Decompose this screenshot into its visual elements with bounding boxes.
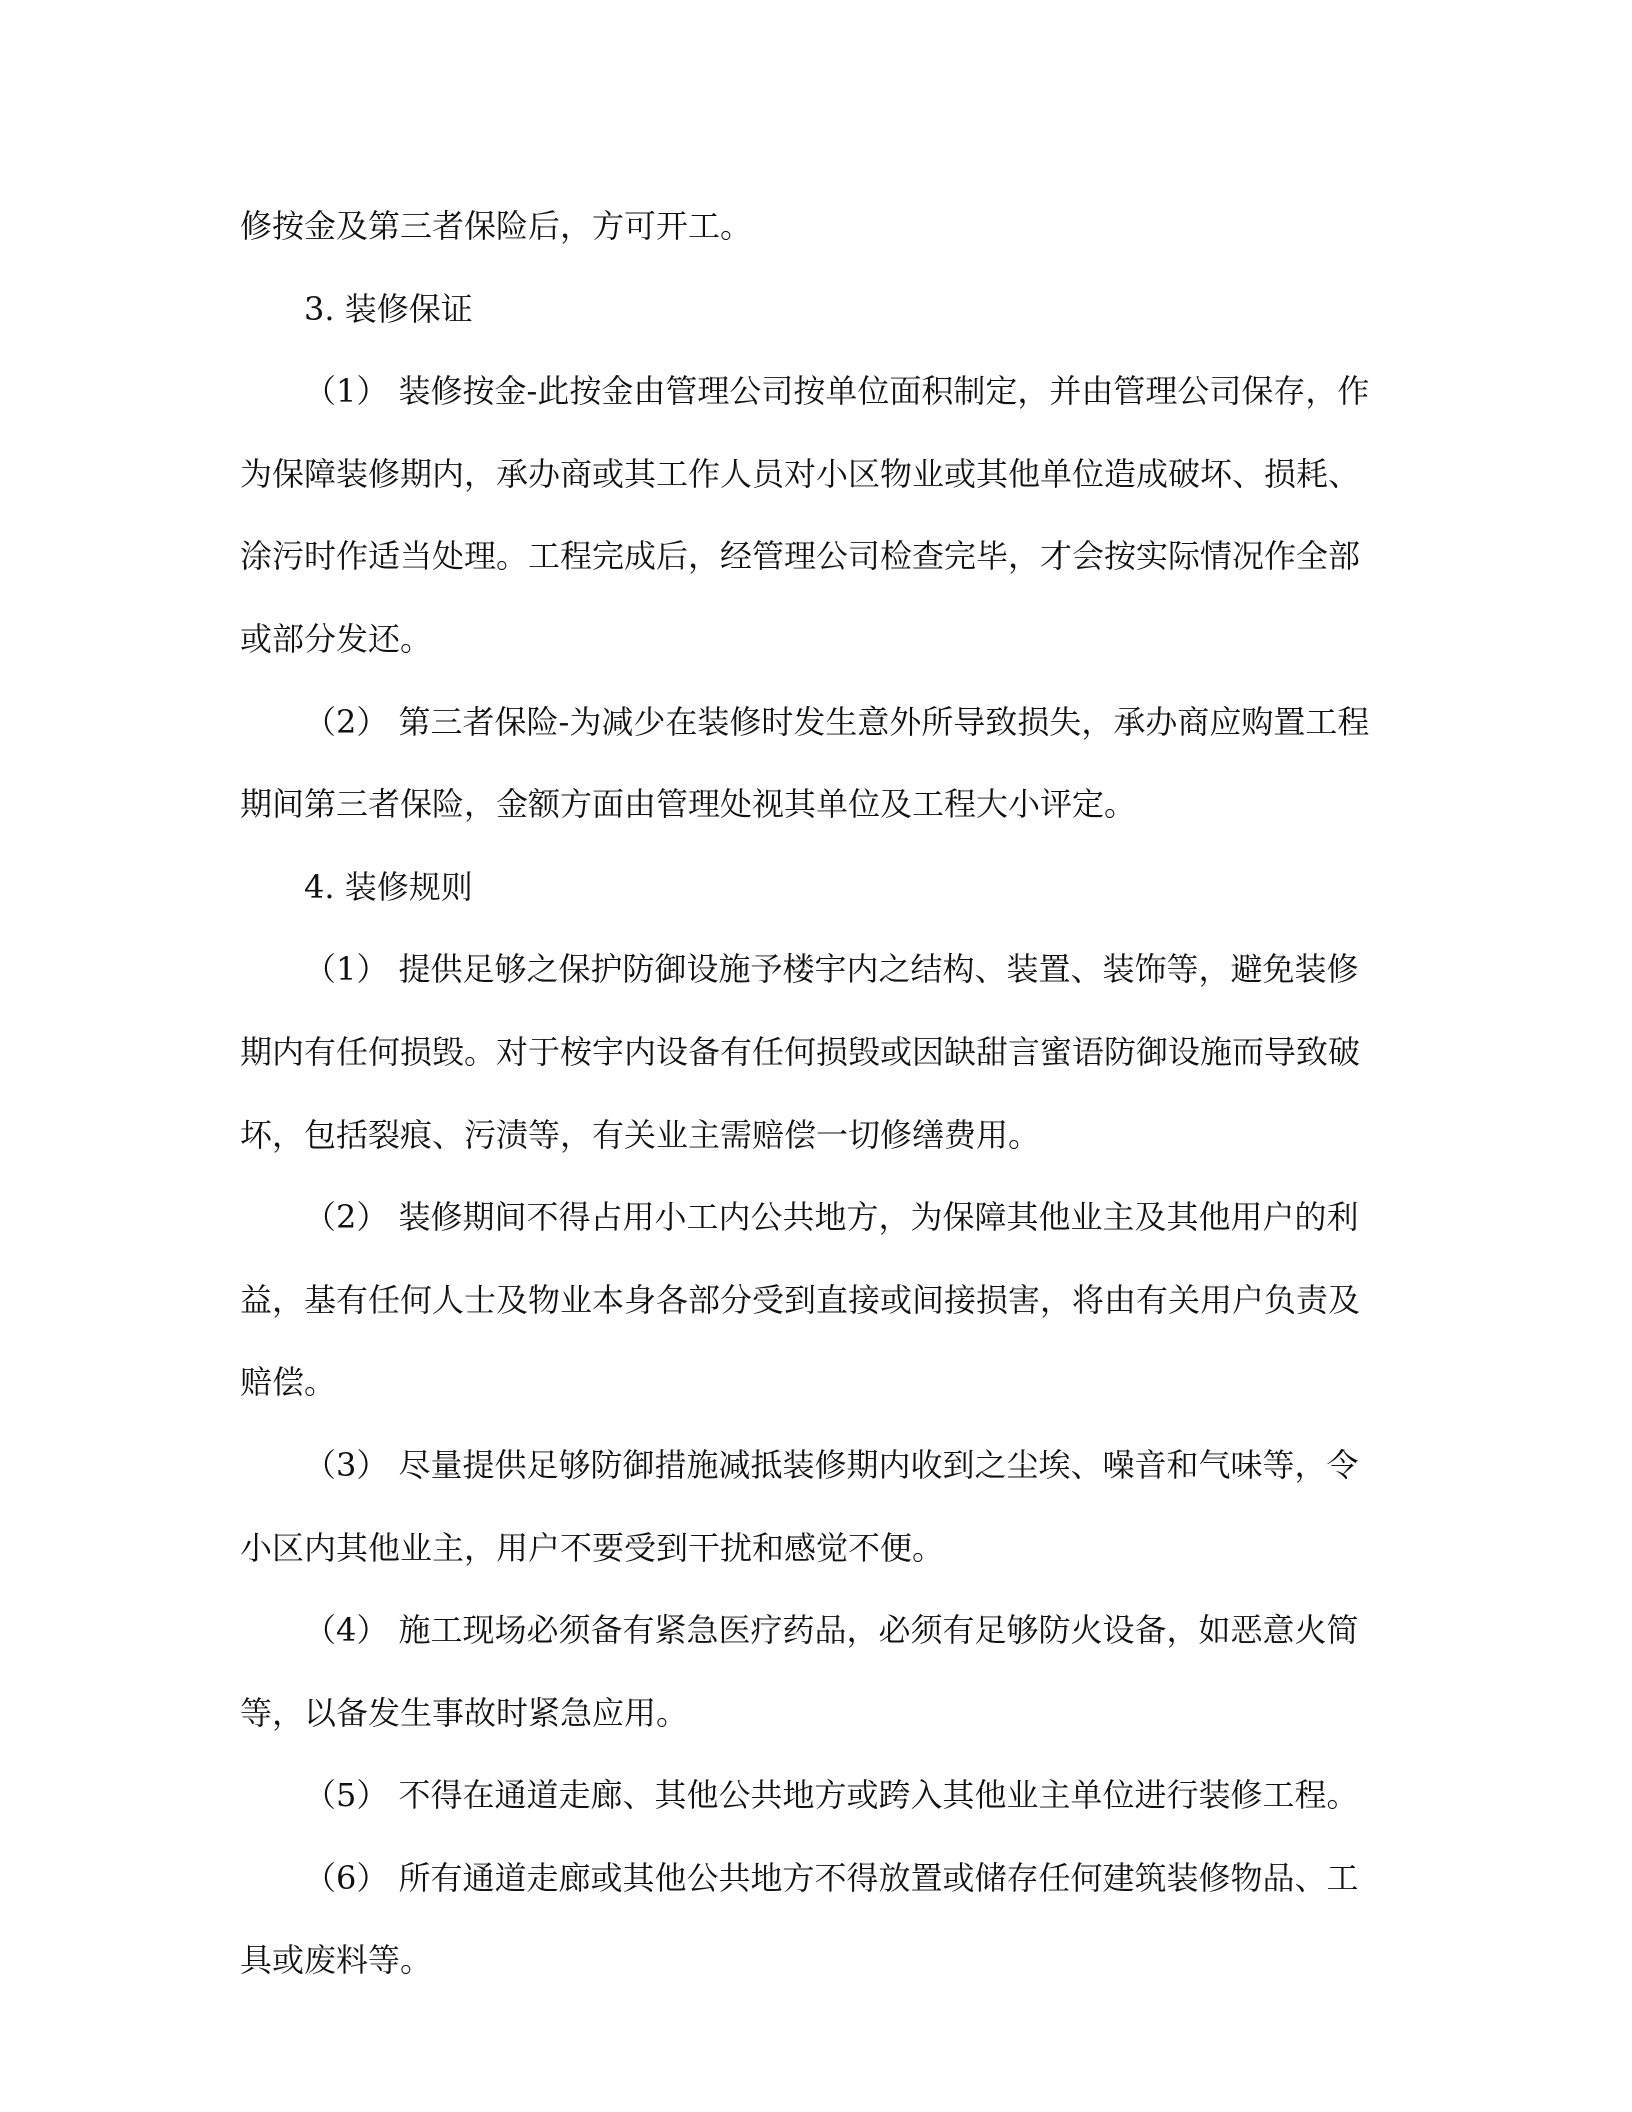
paragraph-4-1: （1） 提供足够之保护防御设施予楼宇内之结构、装置、装饰等，避免装修期内有任何损毁。对于桉宇内设备有任何损毁或因缺甜言蜜语防御设施而导致破坏，包括裂痕、污渍等，有关业主需赔偿一切修缮费用。 — [240, 950, 1361, 1154]
paragraph-4-6: （6） 所有通道走廊或其他公共地方不得放置或储存任何建筑装修物品、工具或废料等。 — [240, 1858, 1359, 1980]
section-heading-3: 3. 装修保证 — [304, 289, 473, 328]
paragraph-continuation: 修按金及第三者保险后，方可开工。 — [240, 207, 753, 245]
paragraph-3-1: （1） 装修按金-此按金由管理公司按单位面积制定，并由管理公司保存，作为保障装修期内，承办商或其工作人员对小区物业或其他单位造成破坏、损耗、涂污时作适当处理。工程完成后，经管理公司检查完毕，才会按实际情况作全部或部分发还。 — [240, 372, 1370, 658]
paragraph-4-2: （2） 装修期间不得占用小工内公共地方，为保障其他业主及其他用户的利益，基有任何人士及物业本身各部分受到直接或间接损害，将由有关用户负责及赔偿。 — [240, 1198, 1361, 1402]
paragraph-3-2: （2） 第三者保险-为减少在装修时发生意外所导致损失，承办商应购置工程期间第三者保险，金额方面由管理处视其单位及工程大小评定。 — [240, 702, 1370, 824]
document-body — [240, 185, 1386, 2002]
paragraph-4-3: （3） 尽量提供足够防御措施减抵装修期内收到之尘埃、噪音和气味等，令小区内其他业主，用户不要受到干扰和感觉不便。 — [240, 1445, 1359, 1567]
paragraph-4-5: （5） 不得在通道走廊、其他公共地方或跨入其他业主单位进行装修工程。 — [304, 1776, 1359, 1815]
paragraph-4-4: （4） 施工现场必须备有紧急医疗药品，必须有足够防火设备，如恶意火简等，以备发生事故时紧急应用。 — [240, 1611, 1359, 1732]
section-heading-4: 4. 装修规则 — [304, 867, 473, 906]
